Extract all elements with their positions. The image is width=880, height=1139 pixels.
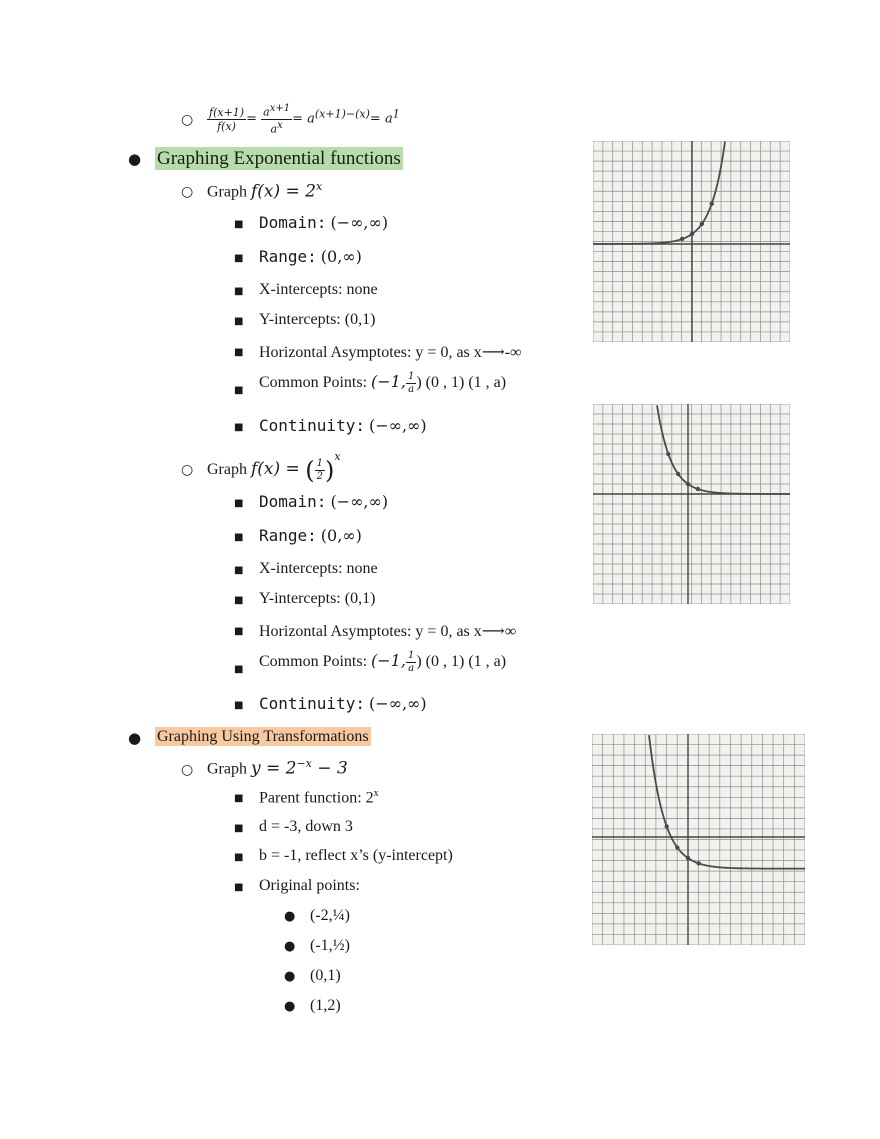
square-bullet: ■ (234, 422, 244, 433)
graph-a-continuity (259, 416, 427, 436)
original-point: (-2,¼) (310, 907, 350, 924)
plotted-point (700, 222, 704, 226)
square-bullet: ■ (234, 626, 244, 637)
sub-bullet-marker: ○ (181, 112, 194, 128)
graph-c-parent-exponent: x (373, 788, 379, 799)
plotted-point (676, 472, 680, 476)
graph-a-range-label: Range: (259, 247, 317, 266)
graph-photo-transformation (592, 734, 805, 945)
plotted-point (686, 482, 690, 486)
graph-a-common-points (259, 372, 506, 395)
graph-b-common-label: Common Points: (259, 653, 368, 671)
sub-bullet-marker: ○ (181, 462, 194, 478)
bullet-marker: ● (284, 999, 296, 1014)
graph-b-common-den: a (408, 663, 415, 674)
graph-c-parent (259, 788, 379, 807)
graph-b-heading: Graph f(x) = ( $\frac{1}{2}$ )$^x$ (207, 450, 341, 485)
section1-title (155, 148, 403, 170)
plotted-point (710, 202, 714, 206)
graph-a-common-den: a (408, 384, 415, 395)
graph-b-base-den: 2 (316, 470, 323, 482)
graph-b-label: Graph (207, 461, 247, 478)
ratio-rhs1-base: a (307, 111, 315, 127)
plotted-point (696, 487, 700, 491)
graph-b-common-num: 1 (407, 650, 415, 661)
original-point: (1,2) (310, 997, 341, 1014)
square-bullet: ■ (234, 385, 244, 396)
graph-b-base-num: 1 (316, 457, 323, 469)
section2-title-text: Graphing Using Transformations (157, 728, 369, 745)
graph-a-continuity-value: (−∞,∞) (368, 416, 427, 435)
bullet-marker: ● (128, 150, 142, 168)
ratio-rhs2-base: a (384, 111, 393, 127)
plotted-point (686, 856, 690, 860)
graph-b-function-exponent: x (334, 450, 341, 463)
plotted-point (696, 861, 700, 865)
plotted-point (680, 237, 684, 241)
square-bullet: ■ (234, 852, 244, 863)
ratio-mid-numerator-exponent: x+1 (269, 103, 291, 114)
square-bullet: ■ (234, 700, 244, 711)
section1-title-text: Graphing Exponential functions (157, 148, 401, 169)
bullet-marker: ● (284, 969, 296, 984)
square-bullet: ■ (234, 793, 244, 804)
ratio-mid-denominator-exponent: x (277, 119, 283, 131)
graph-photo-2-power-x-svg (593, 141, 790, 342)
graph-a-domain-label: Domain: (259, 213, 327, 232)
graph-c-b-line: b = -1, reflect x’s (y-intercept) (259, 847, 453, 864)
graph-photo-transformation-svg (592, 734, 805, 945)
graph-c-function-exponent: −x (296, 757, 312, 770)
square-bullet: ■ (234, 316, 244, 327)
sub-bullet-marker: ○ (181, 184, 194, 200)
graph-c-heading (207, 757, 348, 778)
graph-photo-2-power-x (593, 141, 790, 342)
square-bullet: ■ (234, 347, 244, 358)
ratio-rhs2-exponent: 1 (392, 107, 400, 121)
graph-b-domain (259, 492, 388, 512)
graph-b-domain-value: (−∞,∞) (330, 492, 389, 511)
graph-c-original-label: Original points: (259, 877, 360, 894)
square-bullet: ■ (234, 286, 244, 297)
graph-a-common-open: (−1, (371, 372, 406, 392)
graph-b-function: f(x) = (250, 459, 306, 479)
graph-b-x-intercepts: X-intercepts: none (259, 560, 378, 577)
graph-c-label: Graph (207, 760, 247, 778)
graph-a-common-num: 1 (407, 371, 415, 382)
square-bullet: ■ (234, 532, 244, 543)
graph-b-range (259, 526, 362, 546)
graph-a-heading (207, 180, 322, 201)
graph-b-range-label: Range: (259, 526, 317, 545)
graph-photo-half-power-x-svg (593, 404, 790, 604)
graph-a-range (259, 247, 362, 267)
graph-b-continuity (259, 694, 427, 714)
ratio-mid-denominator: a (270, 122, 278, 136)
graph-a-function: f(x) = 2 (250, 181, 316, 202)
graph-a-common-label: Common Points: (259, 374, 368, 392)
graph-a-range-value: (0,∞) (320, 247, 362, 266)
graph-b-continuity-value: (−∞,∞) (368, 694, 427, 713)
graph-a-asymptote: Horizontal Asymptotes: y = 0, as x⟶-∞ (259, 344, 522, 361)
original-point: (0,1) (310, 967, 341, 984)
graph-b-continuity-label: Continuity: (259, 694, 365, 713)
graph-a-domain-value: (−∞,∞) (330, 213, 389, 232)
plotted-point (690, 232, 694, 236)
graph-b-range-value: (0,∞) (320, 526, 362, 545)
graph-a-continuity-label: Continuity: (259, 416, 365, 435)
graph-b-y-intercepts: Y-intercepts: (0,1) (259, 590, 376, 607)
graph-c-function-lhs: y = 2 (250, 758, 297, 779)
sub-bullet-marker: ○ (181, 762, 194, 778)
original-point: (-1,½) (310, 937, 350, 954)
graph-b-domain-label: Domain: (259, 492, 327, 511)
ratio-lhs-denominator: f(x) (217, 119, 236, 133)
graph-a-y-intercepts: Y-intercepts: (0,1) (259, 311, 376, 328)
bullet-marker: ● (284, 939, 296, 954)
ratio-lhs-numerator: f(x+1) (209, 105, 245, 119)
graph-a-common-rest: ) (0 , 1) (1 , a) (416, 374, 507, 392)
graph-a-function-exponent: x (316, 180, 323, 193)
plotted-point (675, 845, 679, 849)
ratio-mid-numerator: a (263, 105, 270, 119)
bullet-marker: ● (284, 909, 296, 924)
graph-a-domain (259, 213, 388, 233)
square-bullet: ■ (234, 565, 244, 576)
graph-c-parent-label: Parent function: 2 (259, 789, 374, 807)
graph-a-label: Graph (207, 183, 247, 201)
ratio-rhs1-exponent: (x+1)−(x) (314, 107, 370, 121)
square-bullet: ■ (234, 664, 244, 675)
plotted-point (666, 452, 670, 456)
bullet-marker: ● (128, 729, 142, 747)
ratio-formula: $\frac{f(x+1)}{f(x)}$ = $\frac{a^{x+1}}{a^x}$ = $a^{(x+1)-(x)}= a^1$ (209, 103, 400, 136)
square-bullet: ■ (234, 595, 244, 606)
square-bullet: ■ (234, 882, 244, 893)
graph-c-d-line: d = -3, down 3 (259, 818, 353, 835)
graph-b-common-points (259, 651, 506, 674)
graph-b-common-rest: ) (0 , 1) (1 , a) (416, 653, 507, 671)
graph-b-common-open: (−1, (371, 651, 406, 671)
graph-b-asymptote: Horizontal Asymptotes: y = 0, as x⟶∞ (259, 623, 517, 640)
square-bullet: ■ (234, 823, 244, 834)
graph-a-x-intercepts: X-intercepts: none (259, 281, 378, 298)
section2-title (155, 728, 371, 746)
square-bullet: ■ (234, 253, 244, 264)
plotted-point (665, 824, 669, 828)
square-bullet: ■ (234, 498, 244, 509)
graph-photo-half-power-x (593, 404, 790, 604)
square-bullet: ■ (234, 219, 244, 230)
graph-c-function-rhs: − 3 (311, 758, 348, 779)
